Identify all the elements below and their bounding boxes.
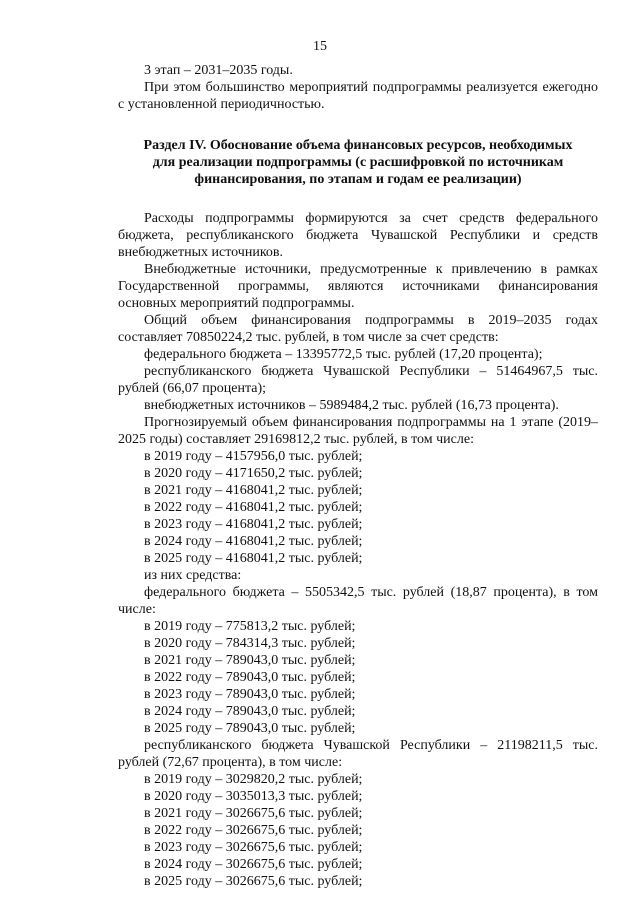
republic-paragraph: республиканского бюджета Чувашской Республики – 21198211,5 тыс. рублей (72,67 процента), в том числе: <box>118 738 598 770</box>
year-line: в 2025 году – 789043,0 тыс. рублей; <box>144 721 356 736</box>
year-line: в 2024 году – 3026675,6 тыс. рублей; <box>144 857 363 872</box>
year-line: в 2021 году – 3026675,6 тыс. рублей; <box>144 806 363 821</box>
year-line: в 2024 году – 4168041,2 тыс. рублей; <box>144 534 363 549</box>
page-content <box>118 62 598 890</box>
republic-year-list <box>118 771 598 890</box>
heading-line: Раздел IV. Обоснование объема финансовых ресурсов, необходимых <box>143 138 573 153</box>
section-heading <box>118 137 598 188</box>
of-them-line: из них средства: <box>144 568 242 583</box>
total-extra-line: внебюджетных источников – 5989484,2 тыс. рублей (16,73 процента). <box>144 398 559 413</box>
total-paragraph: Общий объем финансирования подпрограммы в 2019–2035 годах составляет 70850224,2 тыс. рублей, в том числе за счет средств: <box>118 313 598 345</box>
federal-paragraph: федерального бюджета – 5505342,5 тыс. рублей (18,87 процента), в том числе: <box>118 585 598 617</box>
stage1-year-list <box>118 448 598 567</box>
year-line: в 2019 году – 775813,2 тыс. рублей; <box>144 619 356 634</box>
extrabudget-paragraph: Внебюджетные источники, предусмотренные к привлечению в рамках Государственной программы, являются источниками финансирования основных мероприятий подпрограммы. <box>118 262 598 311</box>
year-line: в 2023 году – 3026675,6 тыс. рублей; <box>144 840 363 855</box>
total-republic-line: республиканского бюджета Чувашской Республики – 51464967,5 тыс. рублей (66,07 процента); <box>118 364 598 396</box>
heading-line: финансирования, по этапам и годам ее реализации) <box>194 172 522 187</box>
year-line: в 2019 году – 3029820,2 тыс. рублей; <box>144 772 363 787</box>
expenses-paragraph: Расходы подпрограммы формируются за счет средств федерального бюджета, республиканского бюджета Чувашской Республики и средств внебюджетных источников. <box>118 211 598 260</box>
stage1-paragraph: Прогнозируемый объем финансирования подпрограммы на 1 этапе (2019–2025 годы) составляет 29169812,2 тыс. рублей, в том числе: <box>118 415 598 447</box>
year-line: в 2025 году – 4168041,2 тыс. рублей; <box>144 551 363 566</box>
federal-year-list <box>118 618 598 737</box>
year-line: в 2020 году – 784314,3 тыс. рублей; <box>144 636 356 651</box>
stage-line: 3 этап – 2031–2035 годы. <box>144 63 293 78</box>
year-line: в 2021 году – 4168041,2 тыс. рублей; <box>144 483 363 498</box>
year-line: в 2024 году – 789043,0 тыс. рублей; <box>144 704 356 719</box>
year-line: в 2021 году – 789043,0 тыс. рублей; <box>144 653 356 668</box>
year-line: в 2023 году – 4168041,2 тыс. рублей; <box>144 517 363 532</box>
page-number: 15 <box>313 39 327 54</box>
heading-line: для реализации подпрограммы (с расшифровкой по источникам <box>152 155 564 170</box>
year-line: в 2020 году – 3035013,3 тыс. рублей; <box>144 789 363 804</box>
total-federal-line: федерального бюджета – 13395772,5 тыс. рублей (17,20 процента); <box>144 347 543 362</box>
year-line: в 2022 году – 789043,0 тыс. рублей; <box>144 670 356 685</box>
year-line: в 2022 году – 4168041,2 тыс. рублей; <box>144 500 363 515</box>
year-line: в 2023 году – 789043,0 тыс. рублей; <box>144 687 356 702</box>
year-line: в 2025 году – 3026675,6 тыс. рублей; <box>144 874 363 889</box>
year-line: в 2020 году – 4171650,2 тыс. рублей; <box>144 466 363 481</box>
year-line: в 2019 году – 4157956,0 тыс. рублей; <box>144 449 363 464</box>
year-line: в 2022 году – 3026675,6 тыс. рублей; <box>144 823 363 838</box>
periodicity-paragraph: При этом большинство мероприятий подпрограммы реализуется ежегодно с установленной периодичностью. <box>118 80 598 112</box>
